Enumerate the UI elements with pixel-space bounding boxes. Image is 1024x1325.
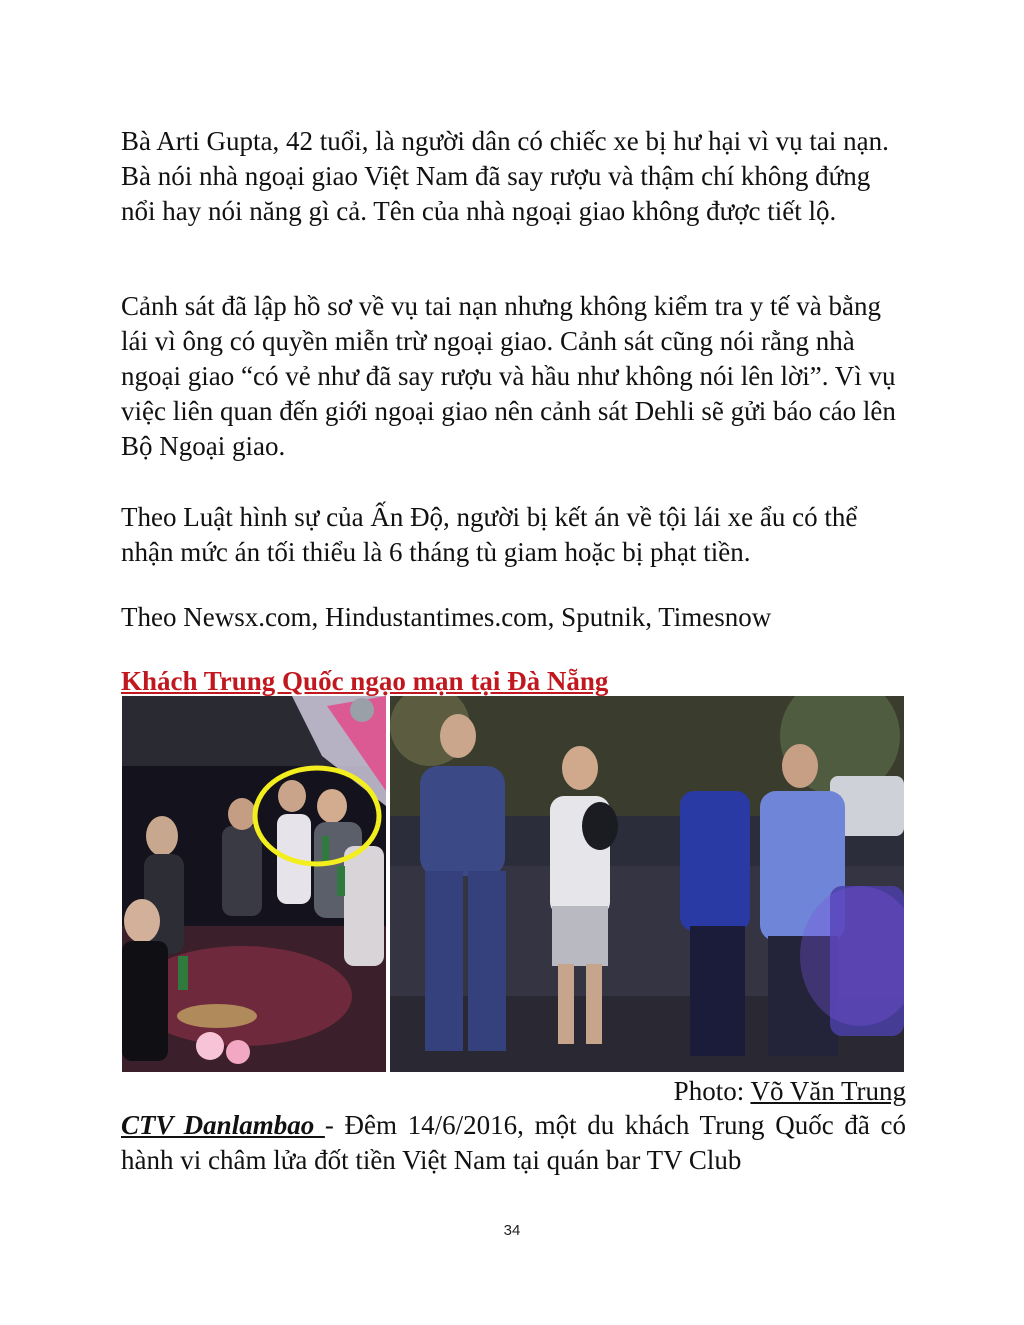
bar-scene-illustration — [122, 696, 386, 1072]
caption-prefix: Photo: — [673, 1076, 751, 1106]
article-body — [121, 1108, 906, 1178]
paragraph-police-report: Cảnh sát đã lập hồ sơ về vụ tai nạn nhưng không kiểm tra y tế và bằng lái vì ông có quyền miễn trừ ngoại giao. Cảnh sát cũng nói rằng nhà ngoại giao “có vẻ như đã say rượu và hầu như không nói lên lời”. Vì vụ việc liên quan đến giới ngoại giao nên cảnh sát Dehli sẽ gửi báo cáo lên Bộ Ngoại giao. — [121, 291, 896, 461]
photo-credit-link[interactable]: Võ Văn Trung — [750, 1076, 906, 1106]
sources-line: Theo Newsx.com, Hindustantimes.com, Sputnik, Timesnow — [121, 602, 772, 632]
article-body-text: - Đêm 14/6/2016, một du khách Trung Quốc đã có hành vi châm lửa đốt tiền Việt Nam tại quán bar TV Club — [121, 1110, 906, 1175]
source-link[interactable]: CTV Danlambao — [121, 1110, 325, 1140]
bar-interior-photo — [122, 696, 386, 1072]
street-scene-illustration — [390, 696, 904, 1072]
photo-caption — [121, 1074, 906, 1109]
paragraph-arti-gupta: Bà Arti Gupta, 42 tuổi, là người dân có chiếc xe bị hư hại vì vụ tai nạn. Bà nói nhà ngoại giao Việt Nam đã say rượu và thậm chí không đứng nổi hay nói năng gì cả. Tên của nhà ngoại giao không được tiết lộ. — [121, 126, 889, 226]
article-heading: Khách Trung Quốc ngạo mạn tại Đà Nẵng — [121, 666, 609, 696]
street-night-photo — [390, 696, 904, 1072]
paragraph-criminal-law: Theo Luật hình sự của Ấn Độ, người bị kết án về tội lái xe ẩu có thể nhận mức án tối thiểu là 6 tháng tù giam hoặc bị phạt tiền. — [121, 502, 858, 567]
page-number: 34 — [503, 1222, 521, 1239]
